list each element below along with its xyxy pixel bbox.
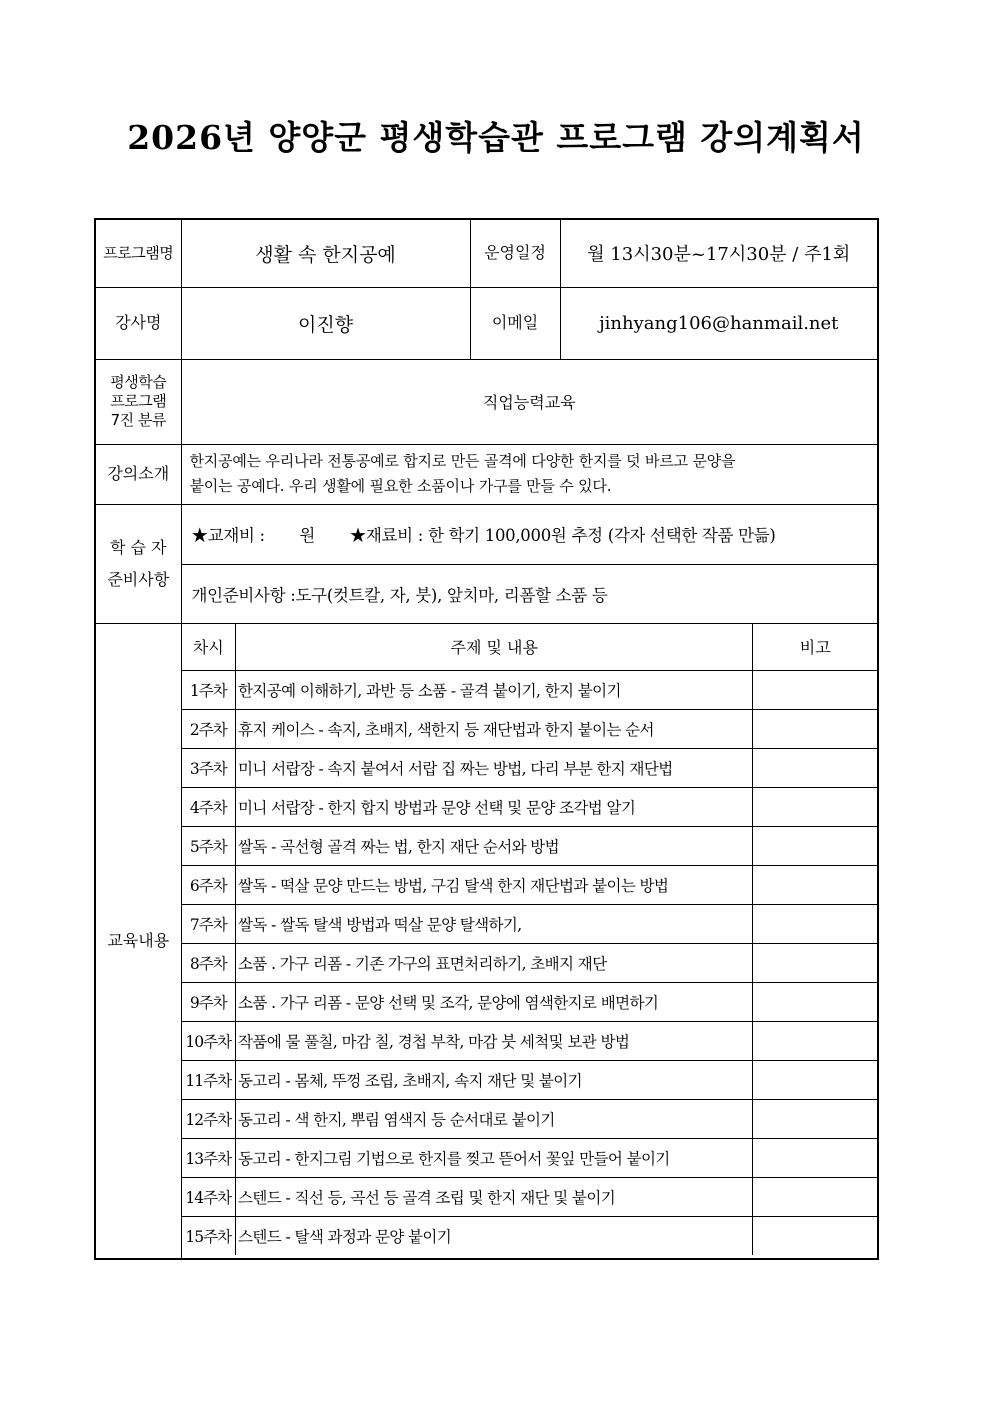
week-cell: 15주차 — [182, 1216, 236, 1255]
category-value: 직업능력교육 — [181, 359, 878, 444]
table-row — [182, 982, 878, 1021]
curriculum-cell — [181, 623, 878, 1259]
prep-label-line1: 학 습 자 — [109, 537, 167, 557]
curriculum-header-row — [182, 624, 878, 671]
topic-cell: 동고리 - 몸체, 뚜껑 조립, 초배지, 속지 재단 및 붙이기 — [236, 1060, 753, 1099]
topic-cell: 소품 . 가구 리폼 - 기존 가구의 표면처리하기, 초배지 재단 — [236, 943, 753, 982]
week-cell: 6주차 — [182, 865, 236, 904]
topic-cell: 소품 . 가구 리폼 - 문양 선택 및 조각, 문양에 염색한지로 배면하기 — [236, 982, 753, 1021]
week-cell: 13주차 — [182, 1138, 236, 1177]
table-row — [182, 1021, 878, 1060]
week-cell: 7주차 — [182, 904, 236, 943]
curriculum-label: 교육내용 — [95, 623, 181, 1259]
prep-label-line2: 준비사항 — [107, 569, 170, 589]
week-cell: 12주차 — [182, 1099, 236, 1138]
prep-personal: 개인준비사항 :도구(컷트칼, 자, 붓), 앞치마, 리폼할 소품 등 — [181, 564, 878, 623]
table-row — [182, 1060, 878, 1099]
topic-cell: 쌀독 - 떡살 문양 만드는 방법, 구김 탈색 한지 재단법과 붙이는 방법 — [236, 865, 753, 904]
intro-line-2: 붙이는 공예다. 우리 생활에 필요한 소품이나 가구를 만들 수 있다. — [189, 477, 612, 495]
category-label-line3: 7진 분류 — [110, 410, 166, 429]
note-cell — [753, 943, 877, 982]
topic-cell: 휴지 케이스 - 속지, 초배지, 색한지 등 재단법과 한지 붙이는 순서 — [236, 709, 753, 748]
table-row — [182, 787, 878, 826]
topic-header: 주제 및 내용 — [236, 624, 753, 671]
intro-line-1: 한지공예는 우리나라 전통공예로 합지로 만든 골격에 다양한 한지를 덧 바르고 문양을 — [189, 452, 736, 471]
prep-fees-row — [95, 504, 878, 564]
week-cell: 14주차 — [182, 1177, 236, 1216]
note-cell — [753, 865, 877, 904]
note-cell — [753, 1021, 877, 1060]
table-row — [182, 670, 878, 709]
topic-cell: 한지공예 이해하기, 과반 등 소품 - 골격 붙이기, 한지 붙이기 — [236, 670, 753, 709]
intro-text — [181, 444, 878, 504]
document-title: 2026년 양양군 평생학습관 프로그램 강의계획서 — [127, 118, 865, 157]
instructor-row — [95, 287, 878, 359]
week-cell: 11주차 — [182, 1060, 236, 1099]
note-cell — [753, 1177, 877, 1216]
program-name-value: 생활 속 한지공예 — [181, 219, 470, 287]
week-cell: 2주차 — [182, 709, 236, 748]
week-cell: 1주차 — [182, 670, 236, 709]
instructor-label: 강사명 — [95, 287, 181, 359]
category-label — [95, 359, 181, 444]
email-value: jinhyang106@hanmail.net — [560, 287, 878, 359]
note-cell — [753, 1138, 877, 1177]
table-row — [182, 865, 878, 904]
note-cell — [753, 709, 877, 748]
table-row — [182, 943, 878, 982]
program-name-label: 프로그램명 — [95, 219, 181, 287]
prep-personal-row — [95, 564, 878, 623]
week-cell: 10주차 — [182, 1021, 236, 1060]
topic-cell: 동고리 - 색 한지, 뿌림 염색지 등 순서대로 붙이기 — [236, 1099, 753, 1138]
table-row — [182, 1099, 878, 1138]
topic-cell: 쌀독 - 쌀독 탈색 방법과 떡살 문양 탈색하기, — [236, 904, 753, 943]
table-row — [182, 1138, 878, 1177]
topic-cell: 쌀독 - 곡선형 골격 짜는 법, 한지 재단 순서와 방법 — [236, 826, 753, 865]
week-cell: 4주차 — [182, 787, 236, 826]
week-cell: 5주차 — [182, 826, 236, 865]
program-row — [95, 219, 878, 287]
week-cell: 8주차 — [182, 943, 236, 982]
topic-cell: 미니 서랍장 - 한지 합지 방법과 문양 선택 및 문양 조각법 알기 — [236, 787, 753, 826]
note-cell — [753, 1099, 877, 1138]
instructor-name: 이진향 — [181, 287, 470, 359]
table-row — [182, 748, 878, 787]
week-cell: 9주차 — [182, 982, 236, 1021]
note-cell — [753, 1060, 877, 1099]
week-cell: 3주차 — [182, 748, 236, 787]
note-cell — [753, 787, 877, 826]
category-label-line1: 평생학습 — [110, 373, 167, 392]
table-row — [182, 1216, 878, 1255]
note-cell — [753, 826, 877, 865]
topic-cell: 작품에 물 풀칠, 마감 칠, 경첩 부착, 마감 붓 세척및 보관 방법 — [236, 1021, 753, 1060]
topic-cell: 스텐드 - 탈색 과정과 문양 붙이기 — [236, 1216, 753, 1255]
table-row — [182, 709, 878, 748]
topic-cell: 스텐드 - 직선 등, 곡선 등 골격 조립 및 한지 재단 및 붙이기 — [236, 1177, 753, 1216]
schedule-value: 월 13시30분~17시30분 / 주1회 — [560, 219, 878, 287]
category-label-line2: 프로그램 — [110, 392, 167, 411]
prep-label — [95, 504, 181, 623]
note-cell — [753, 670, 877, 709]
schedule-label: 운영일정 — [470, 219, 560, 287]
category-row — [95, 359, 878, 444]
note-header: 비고 — [753, 624, 877, 671]
curriculum-table — [182, 624, 878, 1255]
session-header: 차시 — [182, 624, 236, 671]
note-cell — [753, 1216, 877, 1255]
intro-row — [95, 444, 878, 504]
topic-cell: 동고리 - 한지그림 기법으로 한지를 찢고 뜯어서 꽃잎 만들어 붙이기 — [236, 1138, 753, 1177]
note-cell — [753, 904, 877, 943]
table-row — [182, 826, 878, 865]
note-cell — [753, 982, 877, 1021]
intro-label: 강의소개 — [95, 444, 181, 504]
table-row — [182, 1177, 878, 1216]
lecture-plan-table — [94, 218, 879, 1260]
topic-cell: 미니 서랍장 - 속지 붙여서 서랍 집 짜는 방법, 다리 부분 한지 재단법 — [236, 748, 753, 787]
email-label: 이메일 — [470, 287, 560, 359]
note-cell — [753, 748, 877, 787]
curriculum-row — [95, 623, 878, 1259]
table-row — [182, 904, 878, 943]
prep-fees: ★교재비 : 원 ★재료비 : 한 학기 100,000원 추정 (각자 선택한 작품 만듦) — [181, 504, 878, 564]
